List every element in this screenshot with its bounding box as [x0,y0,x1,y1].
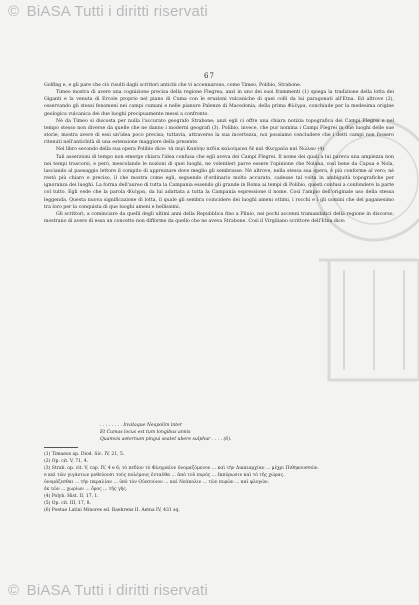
footnote: e καὶ τῶν γιγάντων μυθεύουσι τοὺς πολέμους ἐνταῦθα ... ἀπὸ τοῦ πυρὸς ... ἐκπύρωσιν καὶ τὸ τῆς χώρας. [44,473,285,479]
copyright-icon: © [8,582,20,599]
footnote: ὀνομάζεσθαι ... τὴν παραλίαν ... ὑπὸ τὸν Οὐεσούιον ... καὶ Νεάπολιν ... τῶν πυρῶν ... καὶ φλογῶν. [44,480,270,486]
footnote: ἐκ τῶν ... χωρίων ... ὄρος ... τῆς γῆς. [44,487,128,493]
copyright-watermark-bottom [8,582,208,599]
footnote: (5) Op. cit. III, 17, 8. [44,501,91,507]
paragraph: Golfing e, e gli pare che ciò risulti dagli scrittori antichi che vi accennarono, come Timeo, Polibio, Strabone. [44,83,302,88]
paragraph: Nè da Timeo si discosta per nulla l'accurato geografo Strabone; anzi egli ci offre una chiara notizia topografica dei Campi Flegrei e nel tempo stesso non diverse da quelle che ne danno i moderni geografi (3). Polibio, invece, che pur nomina i Campi Flegrei in due luoghi delle sue storie, mostra avere di essi un'idea poco precisa; tuttavia, attraverso la sua incertezza, noi possiamo concludere che i detti campi non fossero ritenuti nell'antichità di una estensione maggiore della presente. [44,118,394,146]
paragraph: Tali asserzioni di tempo non emerge chiara l'idea confusa che egli aveva dei Campi Flegrei. Il nome dei quali a lui pareva una ampiezza non nei tempi trascorsi, e però, mescolando le nozioni di quei luoghi, ne volentieri parve essere l'opinione che Nolana, così bene da Capua e Nola, lasciando al paesaggio lettore il compito di apprezzare dove meglio gli sembrasse. Nè altrove, nella stessa sua opera, è più conforme al vero; nè restò più chiaro e preciso, il che mostra come egli, seguendo d'ordinario molto accurato, cadesse tal volta in ambiguità topografiche per ignoranza dei luoghi. La forma dell'aureo di tutta la Campania essendo gli grande in Roma ai tempi di Polibio, questi confusi a confondere la parte col tutto. Egli vede che la parola Φλέγρα, da lui adattata a tutta la Campania espressione il nome. Così l'ampio dell'originale uso della stessa leggenda. Questa nuova significazione di lotta, il quale gli sembra coincidere dei luoghi ameni ottimi, i rocchi e i gli uomini che del paganesimo tra loro per la conquista di que luoghi ameni e bellissimi. [44,154,394,210]
footnote: (6) Poetae Latini Minores ed. Baehrens II. Aetna IV, 431 sq. [44,508,180,514]
watermark-text: BiASA Tutti i diritti riservati [26,582,208,599]
watermark-text: BiASA Tutti i diritti riservati [26,3,208,20]
paragraph: Gli scrittori, a cominciare da quelli degli ultimi anni della Repubblica fino a Plinio, nei pochi accenni tramandatici della regione in discorso, mostrano di avere di essa un concetto non difforme da quello che ne aveva Strabone. Così il Virgiliano scrittore dell'Etna dice: [44,211,394,224]
copyright-watermark-top [8,3,208,20]
footnote: (1) Timaeus ap. Diod. Sic. IV, 21, 5. [44,452,125,457]
footnote-divider [44,447,78,448]
verse-line: Quamvis aeternum pingui seatet ubere sulphur . . . . (6). [100,436,232,442]
verse-line: Et Cumas locus est tum longibus annis [100,429,191,435]
copyright-icon: © [8,3,20,20]
footnote: (3) Strab. op. cit. V, cap. IV, 4 e 6; τὸ πεδίον τὸ Φλεγραῖον ὀνομαζόμενον ... καὶ τὴν Δικαιαρχίαν ... μέχρι Πιθηκουσσῶν. [44,466,319,472]
footnotes [44,451,394,514]
verse-line: . . . . . . . . Invitaque Neapolim inter [100,423,182,428]
footnote: (4) Polyb. Hist. II, 17, 1. [44,494,99,500]
verse-quotation [100,423,350,443]
page-number: 67 [204,72,215,80]
footnote: (2) Op. cit. V, 71, 4. [44,459,89,465]
body-text [44,82,394,225]
paragraph: Nel libro secondo della sua opera Polibio dice: τὰ περὶ Καπύην πεδία καλούμενα δὲ καὶ Φλεγραῖα καὶ Νώλαν (4). [56,147,326,153]
paragraph: Timeo mostra di avere una cognizione precisa della regione Flegrea, anzi in uno dei suoi frammenti (1) spiega la tradizione della lotta dei Giganti e la venuta di Ercole proprio nel piano di Cuma con le eruzioni vulcaniche di quei colli da lui paragonati all'Etna. Ed altrove (2), osservando gli stessi fenomeni nei campi cumani e nelle pianure Palenze di Macedonia, della prima Φλέγρα, conchiude per la medesima origine geologica vulcanica dei due luoghi precipuamente messi a confronto. [44,90,394,117]
